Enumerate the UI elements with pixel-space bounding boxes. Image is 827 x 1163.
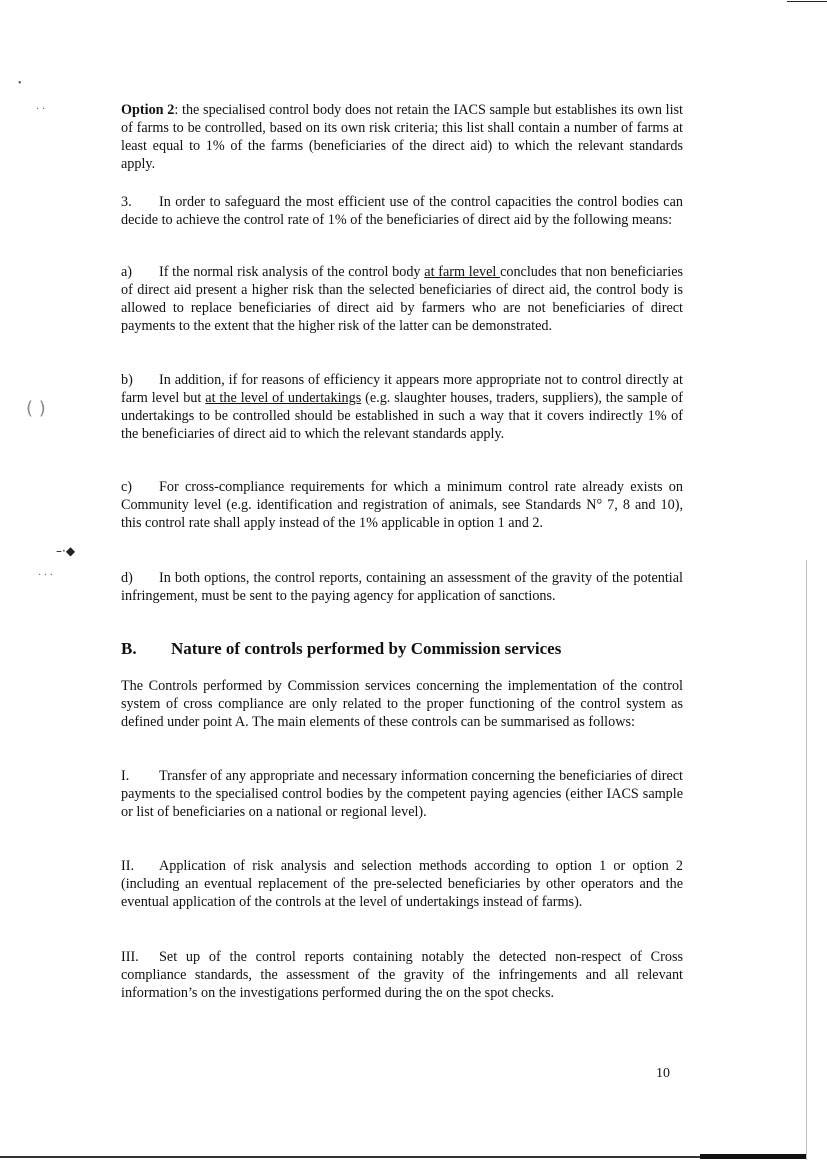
paragraph-option-2 xyxy=(121,101,683,173)
paragraph-number: II. xyxy=(121,858,134,874)
scan-artifact: ( ) xyxy=(26,398,46,419)
scan-speck: · · · xyxy=(38,570,53,581)
paragraph-text: For cross-compliance requirements for which a minimum control rate already exists on Community level (e.g. identification and registration of animals, see Standards N° 7, 8 and 10), this control rate shall apply instead of the 1% applicable in option 1 and 2. xyxy=(121,479,683,531)
paragraph-text: In both options, the control reports, containing an assessment of the gravity of the potential infringement, must be sent to the paying agency for application of sanctions. xyxy=(121,570,683,604)
paragraph-3 xyxy=(121,193,683,229)
paragraph-a xyxy=(121,263,683,335)
paragraph-text: The Controls performed by Commission services concerning the implementation of the control system of cross compliance are only related to the proper functioning of the control system as defined under point A. The main elements of these controls can be summarised as follows: xyxy=(121,678,683,730)
page-number: 10 xyxy=(656,1066,670,1081)
scan-artifact: –·◆ xyxy=(56,544,76,558)
paragraph-text: Transfer of any appropriate and necessary information concerning the beneficiaries of direct payments to the specialised control bodies by the competent paying agencies (either IACS sample or list of beneficiaries on a national or regional level). xyxy=(121,768,683,820)
paragraph-number: d) xyxy=(121,570,133,586)
section-number: B. xyxy=(121,639,137,658)
paragraph-text: In addition, if for reasons of efficiency it appears more appropriate not to control directly at farm level but xyxy=(121,372,683,406)
paragraph-number: c) xyxy=(121,479,133,495)
paragraph-number: 3. xyxy=(121,194,132,210)
paragraph-text: Set up of the control reports containing notably the detected non-respect of Cross compliance standards, the assessment of the gravity of the infringements and all relevant information’s on the investigations performed during the on the spot checks. xyxy=(121,949,683,1001)
paragraph-text: If the normal risk analysis of the control body xyxy=(159,264,425,280)
paragraph-II xyxy=(121,857,683,911)
paragraph-number: III. xyxy=(121,949,139,965)
scan-edge-line xyxy=(0,1156,806,1158)
paragraph-text: (e.g. slaughter houses, traders, suppliers), the sample of undertakings to be controlled should be established in such a way that it covers indirectly 1% of the beneficiaries of direct aid to which the relevant standards apply. xyxy=(121,390,683,442)
scan-edge-line xyxy=(700,1154,806,1159)
section-b-heading xyxy=(121,639,683,659)
paragraph-c xyxy=(121,478,683,532)
scan-edge-line xyxy=(787,1,827,2)
paragraph-d xyxy=(121,569,683,605)
paragraph-intro xyxy=(121,677,683,731)
paragraph-number: a) xyxy=(121,264,133,280)
scan-speck: • xyxy=(18,78,22,89)
paragraph-b xyxy=(121,371,683,443)
section-title: Nature of controls performed by Commission services xyxy=(171,639,562,658)
scan-edge-line xyxy=(806,560,807,1160)
paragraph-III xyxy=(121,948,683,1002)
paragraph-number: I. xyxy=(121,768,130,784)
paragraph-number: b) xyxy=(121,372,133,388)
paragraph-text: concludes that non beneficiaries of direct aid present a higher risk than the selected beneficiaries of direct aid, the control body is allowed to replace beneficiaries of direct aid by farmers who are not beneficiaries of direct payments to the extent that the higher risk of the latter can be demonstrated. xyxy=(121,264,684,334)
underlined-text: at farm level xyxy=(424,264,501,280)
option-2-label: Option 2 xyxy=(121,102,175,118)
paragraph-text: Application of risk analysis and selection methods according to option 1 or option 2 (including an eventual replacement of the pre-selected beneficiaries by other operators and the eventual application of the controls at the level of undertakings instead of farms). xyxy=(121,858,683,910)
underlined-text: at the level of undertakings xyxy=(205,390,362,406)
option-2-text: : the specialised control body does not retain the IACS sample but establishes its own list of farms to be controlled, based on its own risk criteria; this list shall contain a number of farms at least equal to 1% of the farms (beneficiaries of the direct aid) to which the relevant standards apply. xyxy=(121,102,683,172)
paragraph-I xyxy=(121,767,683,821)
scan-speck: · · xyxy=(36,104,46,115)
paragraph-text: In order to safeguard the most efficient use of the control capacities the control bodies can decide to achieve the control rate of 1% of the beneficiaries of direct aid by the following means: xyxy=(121,194,683,228)
